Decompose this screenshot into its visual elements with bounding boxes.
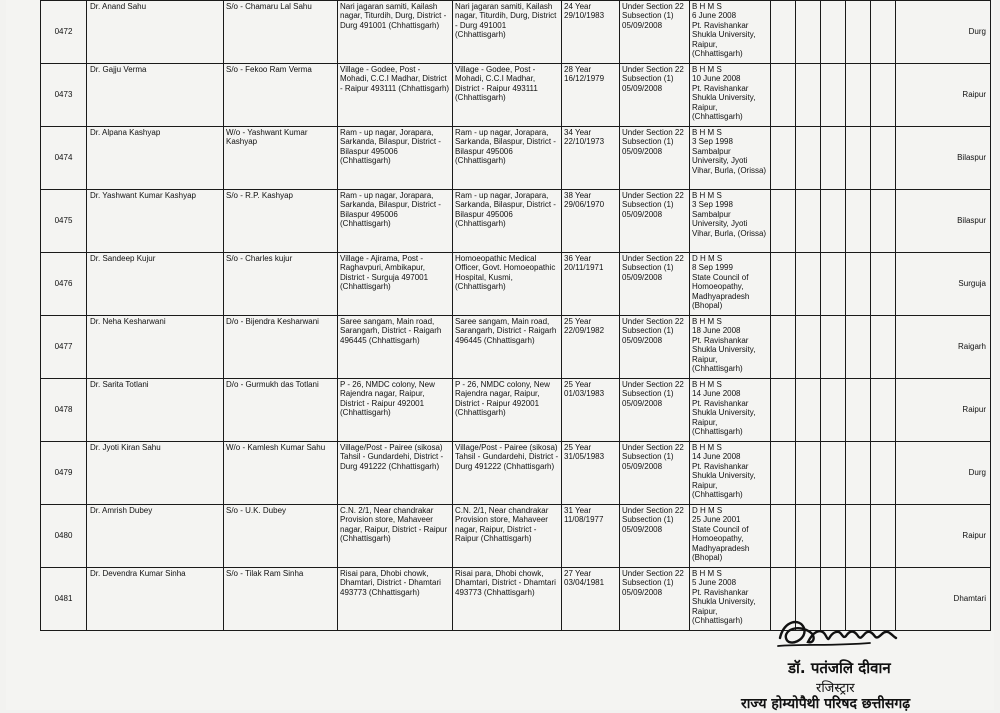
university-text: Sambalpur University, Jyoti Vihar, Burla, (Orissa) [692,209,767,238]
blank-cell [796,64,821,127]
district-text: Bilaspur [957,153,986,163]
table-row [41,505,991,568]
blank-cell [821,190,846,253]
section-text: Under Section 22 [622,380,684,389]
age-text: 24 Year [564,2,592,11]
section-text: Under Section 22 [622,128,684,137]
name-text: Dr. Sarita Totlani [90,380,149,389]
name-text: Dr. Gajju Verma [90,65,147,74]
section-text: Under Section 22 [622,443,684,452]
degree-text: B H M S [692,380,722,389]
name-cell [87,253,224,316]
section-text: Under Section 22 [622,506,684,515]
blank-cell [871,190,896,253]
university-text: Pt. Ravishankar Shukla University, Raipur, (Chhattisgarh) [692,20,756,59]
section-text: Under Section 22 [622,2,684,11]
registration-table [40,0,991,631]
name-cell [87,379,224,442]
subsection-text: Subsection (1) [622,515,674,525]
signature-image [774,612,924,656]
degree-date-text: 14 June 2008 [692,389,741,399]
table-row [41,190,991,253]
relation-cell [224,442,338,505]
address-text: Ram - up nagar, Jorapara, Sarkanda, Bilaspur, District - Bilaspur 495006 (Chhattisgarh) [340,128,441,166]
reg-number-cell [41,64,87,127]
reg-number-cell [41,568,87,631]
section-text: Under Section 22 [622,254,684,263]
reg-number-cell [41,127,87,190]
degree-text: B H M S [692,65,722,74]
table-row [41,64,991,127]
document-page [6,0,994,710]
work-address-text: C.N. 2/1, Near chandrakar Provision store, Mahaveer nagar, Raipur, District - Raipur (Chhattisgarh) [455,506,549,544]
qualification-cell [690,127,771,190]
address-text: P - 26, NMDC colony, New Rajendra nagar, Raipur, District - Raipur 492001 (Chhattisgarh) [340,380,435,418]
age-text: 25 Year [564,380,592,389]
name-text: Dr. Amrish Dubey [90,506,153,515]
section-cell [620,127,690,190]
reg-number-cell [41,1,87,64]
blank-cell [821,64,846,127]
reg-date-text: 05/09/2008 [622,20,663,30]
blank-cell [796,442,821,505]
relation-text: S/o - Fekoo Ram Verma [226,65,312,74]
blank-cell [871,505,896,568]
work-address-cell [453,127,562,190]
degree-date-text: 25 June 2001 [692,515,741,525]
section-cell [620,568,690,631]
district-cell [896,190,991,253]
dob-text: 16/12/1979 [564,74,605,84]
blank-cell [796,505,821,568]
subsection-text: Subsection (1) [622,11,674,21]
address-text: Village/Post - Pairee (sikosa) Tahsil - Gundardehi, District - Durg 491222 (Chhattisgarh) [340,443,444,471]
district-text: Durg [968,27,986,37]
address-text: Village - Godee, Post - Mohadi, C.C.I Madhar, District - Raipur 493111 (Chhattisgarh) [340,65,450,93]
dob-text: 22/10/1973 [564,137,605,147]
dob-text: 03/04/1981 [564,578,605,588]
section-text: Under Section 22 [622,569,684,578]
relation-cell [224,379,338,442]
work-address-text: Homoeopathic Medical Officer, Govt. Homoeopathic Hospital, Kusmi, (Chhattisgarh) [455,254,556,292]
address-text: Risai para, Dhobi chowk, Dhamtari, District - Dhamtari 493773 (Chhattisgarh) [340,569,441,597]
work-address-text: Ram - up nagar, Jorapara, Sarkanda, Bilaspur, District - Bilaspur 495006 (Chhattisgarh) [455,191,556,229]
work-address-text: Nari jagaran samiti, Kailash nagar, Titurdih, Durg, District - Durg 491001 (Chhattisgarh) [455,2,557,40]
no-text: 0474 [54,153,73,163]
work-address-text: Ram - up nagar, Jorapara, Sarkanda, Bilaspur, District - Bilaspur 495006 (Chhattisgarh) [455,128,556,166]
age-dob-cell [562,379,620,442]
reg-number-cell [41,442,87,505]
university-text: Pt. Ravishankar Shukla University, Raipur, (Chhattisgarh) [692,461,756,500]
degree-text: B H M S [692,191,722,200]
relation-cell [224,190,338,253]
dob-text: 22/09/1982 [564,326,605,336]
no-text: 0472 [54,27,73,37]
qualification-cell [690,379,771,442]
work-address-cell [453,1,562,64]
blank-cell [846,127,871,190]
degree-date-text: 6 June 2008 [692,11,737,21]
blank-cell [796,127,821,190]
relation-text: D/o - Bijendra Kesharwani [226,317,319,326]
degree-text: B H M S [692,317,722,326]
name-text: Dr. Alpana Kashyap [90,128,161,137]
relation-cell [224,253,338,316]
name-cell [87,442,224,505]
work-address-text: Village - Godee, Post - Mohadi, C.C.I Madhar, District - Raipur 493111 (Chhattisgarh) [455,65,538,103]
blank-cell [821,505,846,568]
age-dob-cell [562,64,620,127]
age-text: 36 Year [564,254,592,263]
work-address-cell [453,505,562,568]
blank-cell [796,316,821,379]
work-address-cell [453,64,562,127]
work-address-cell [453,316,562,379]
section-cell [620,316,690,379]
address-cell [338,568,453,631]
no-text: 0480 [54,531,73,541]
blank-cell [871,127,896,190]
no-text: 0475 [54,216,73,226]
degree-date-text: 10 June 2008 [692,74,741,84]
university-text: Pt. Ravishankar Shukla University, Raipur, (Chhattisgarh) [692,587,756,626]
age-text: 38 Year [564,191,592,200]
degree-text: B H M S [692,2,722,11]
section-cell [620,64,690,127]
university-text: Pt. Ravishankar Shukla University, Raipur, (Chhattisgarh) [692,335,756,374]
blank-cell [871,379,896,442]
blank-cell [871,64,896,127]
work-address-cell [453,253,562,316]
relation-cell [224,127,338,190]
district-cell [896,505,991,568]
district-text: Dhamtari [953,594,986,604]
age-text: 31 Year [564,506,592,515]
address-cell [338,379,453,442]
age-dob-cell [562,127,620,190]
blank-cell [771,379,796,442]
university-text: State Council of Homoeopathy, Madhyapradesh (Bhopal) [692,272,750,311]
subsection-text: Subsection (1) [622,74,674,84]
address-text: Nari jagaran samiti, Kailash nagar, Titurdih, Durg, District - Durg 491001 (Chhattisgarh) [340,2,447,30]
age-text: 25 Year [564,317,592,326]
blank-cell [846,190,871,253]
no-text: 0479 [54,468,73,478]
address-cell [338,1,453,64]
work-address-cell [453,190,562,253]
address-cell [338,190,453,253]
district-cell [896,379,991,442]
age-text: 28 Year [564,65,592,74]
blank-cell [821,1,846,64]
name-text: Dr. Sandeep Kujur [90,254,156,263]
district-cell [896,1,991,64]
work-address-cell [453,568,562,631]
university-text: Sambalpur University, Jyoti Vihar, Burla, (Orissa) [692,146,767,175]
district-cell [896,127,991,190]
section-cell [620,505,690,568]
section-cell [620,190,690,253]
district-cell [896,253,991,316]
address-text: Ram - up nagar, Jorapara, Sarkanda, Bilaspur, District - Bilaspur 495006 (Chhattisgarh) [340,191,441,229]
table-row [41,127,991,190]
blank-cell [771,190,796,253]
dob-text: 29/10/1983 [564,11,605,21]
district-text: Surguja [958,279,986,289]
blank-cell [796,379,821,442]
blank-cell [846,316,871,379]
dob-text: 01/03/1983 [564,389,605,399]
blank-cell [871,253,896,316]
degree-text: D H M S [692,506,723,515]
work-address-text: Risai para, Dhobi chowk, Dhamtari, District - Dhamtari 493773 (Chhattisgarh) [455,569,556,597]
no-text: 0476 [54,279,73,289]
relation-text: S/o - Charles kujur [226,254,293,263]
district-cell [896,442,991,505]
blank-cell [821,442,846,505]
work-address-text: Saree sangam, Main road, Sarangarh, District - Raigarh 496445 (Chhattisgarh) [455,317,557,345]
name-cell [87,1,224,64]
qualification-cell [690,64,771,127]
blank-cell [821,253,846,316]
no-text: 0477 [54,342,73,352]
blank-cell [796,190,821,253]
age-dob-cell [562,1,620,64]
blank-cell [846,505,871,568]
university-text: Pt. Ravishankar Shukla University, Raipur, (Chhattisgarh) [692,83,756,122]
no-text: 0478 [54,405,73,415]
subsection-text: Subsection (1) [622,578,674,588]
reg-number-cell [41,316,87,379]
no-text: 0481 [54,594,73,604]
blank-cell [871,316,896,379]
blank-cell [771,64,796,127]
section-text: Under Section 22 [622,191,684,200]
age-text: 25 Year [564,443,592,452]
section-text: Under Section 22 [622,65,684,74]
table-row [41,1,991,64]
age-dob-cell [562,442,620,505]
age-dob-cell [562,505,620,568]
relation-cell [224,505,338,568]
work-address-text: P - 26, NMDC colony, New Rajendra nagar, Raipur, District - Raipur 492001 (Chhattisgarh) [455,380,550,418]
degree-date-text: 5 June 2008 [692,578,737,588]
table-body [41,1,991,631]
name-text: Dr. Devendra Kumar Sinha [90,569,186,578]
age-dob-cell [562,190,620,253]
age-text: 27 Year [564,569,592,578]
subsection-text: Subsection (1) [622,326,674,336]
reg-date-text: 05/09/2008 [622,146,663,156]
relation-text: S/o - Chamaru Lal Sahu [226,2,312,11]
signatory-name: डॉ. पतंजलि दीवान [788,659,891,677]
blank-cell [846,64,871,127]
district-text: Raigarh [957,342,986,352]
section-cell [620,379,690,442]
blank-cell [796,253,821,316]
degree-date-text: 3 Sep 1998 [692,200,733,210]
dob-text: 29/06/1970 [564,200,605,210]
relation-text: S/o - Tilak Ram Sinha [226,569,304,578]
age-dob-cell [562,568,620,631]
section-cell [620,253,690,316]
degree-text: B H M S [692,569,722,578]
table-row [41,442,991,505]
name-cell [87,64,224,127]
degree-date-text: 3 Sep 1998 [692,137,733,147]
subsection-text: Subsection (1) [622,452,674,462]
table-row [41,316,991,379]
qualification-cell [690,316,771,379]
blank-cell [821,379,846,442]
table-row [41,379,991,442]
no-text: 0473 [54,90,73,100]
blank-cell [771,127,796,190]
reg-number-cell [41,253,87,316]
work-address-cell [453,442,562,505]
qualification-cell [690,442,771,505]
qualification-cell [690,1,771,64]
blank-cell [771,253,796,316]
name-cell [87,316,224,379]
blank-cell [846,1,871,64]
degree-text: D H M S [692,254,723,263]
name-text: Dr. Anand Sahu [90,2,147,11]
relation-cell [224,1,338,64]
dob-text: 31/05/1983 [564,452,605,462]
age-dob-cell [562,316,620,379]
relation-text: W/o - Kamlesh Kumar Sahu [226,443,326,452]
blank-cell [821,127,846,190]
address-text: Village - Ajirama, Post - Raghavpuri, Ambikapur, District - Surguja 497001 (Chhattisgarh) [340,254,429,292]
address-cell [338,253,453,316]
subsection-text: Subsection (1) [622,263,674,273]
qualification-cell [690,253,771,316]
signatory-title: रजिस्ट्रार [816,681,855,696]
blank-cell [771,1,796,64]
relation-text: S/o - U.K. Dubey [226,506,287,515]
section-text: Under Section 22 [622,317,684,326]
blank-cell [871,1,896,64]
work-address-cell [453,379,562,442]
name-cell [87,190,224,253]
section-cell [620,442,690,505]
blank-cell [796,1,821,64]
address-cell [338,127,453,190]
name-text: Dr. Jyoti Kiran Sahu [90,443,161,452]
blank-cell [846,379,871,442]
name-cell [87,568,224,631]
name-cell [87,127,224,190]
section-cell [620,1,690,64]
relation-text: S/o - R.P. Kashyap [226,191,293,200]
reg-date-text: 05/09/2008 [622,587,663,597]
degree-text: B H M S [692,443,722,452]
work-address-text: Village/Post - Pairee (sikosa) Tahsil - Gundardehi, District - Durg 491222 (Chhattisgarh) [455,443,559,471]
qualification-cell [690,505,771,568]
relation-text: D/o - Gurmukh das Totlani [226,380,319,389]
council-name: राज्य होम्योपैथी परिषद छत्तीसगढ़ [741,696,911,712]
reg-date-text: 05/09/2008 [622,398,663,408]
name-text: Dr. Yashwant Kumar Kashyap [90,191,196,200]
reg-date-text: 05/09/2008 [622,335,663,345]
blank-cell [821,316,846,379]
blank-cell [771,505,796,568]
degree-text: B H M S [692,128,722,137]
district-text: Bilaspur [957,216,986,226]
age-text: 34 Year [564,128,592,137]
subsection-text: Subsection (1) [622,389,674,399]
blank-cell [871,442,896,505]
reg-date-text: 05/09/2008 [622,272,663,282]
reg-number-cell [41,190,87,253]
district-text: Raipur [962,531,986,541]
reg-date-text: 05/09/2008 [622,524,663,534]
age-dob-cell [562,253,620,316]
relation-cell [224,568,338,631]
blank-cell [846,442,871,505]
dob-text: 11/08/1977 [564,515,604,525]
table-row [41,253,991,316]
reg-number-cell [41,379,87,442]
degree-date-text: 14 June 2008 [692,452,741,462]
district-cell [896,64,991,127]
reg-number-cell [41,505,87,568]
blank-cell [771,316,796,379]
subsection-text: Subsection (1) [622,137,674,147]
address-text: C.N. 2/1, Near chandrakar Provision store, Mahaveer nagar, Raipur, District - Raipur (Chhattisgarh) [340,506,448,544]
subsection-text: Subsection (1) [622,200,674,210]
district-text: Raipur [962,405,986,415]
district-text: Durg [968,468,986,478]
address-text: Saree sangam, Main road, Sarangarh, District - Raigarh 496445 (Chhattisgarh) [340,317,442,345]
relation-text: W/o - Yashwant Kumar Kashyap [226,128,308,147]
degree-date-text: 8 Sep 1999 [692,263,733,273]
qualification-cell [690,568,771,631]
name-cell [87,505,224,568]
address-cell [338,505,453,568]
district-cell [896,316,991,379]
university-text: Pt. Ravishankar Shukla University, Raipur, (Chhattisgarh) [692,398,756,437]
relation-cell [224,316,338,379]
district-text: Raipur [962,90,986,100]
degree-date-text: 18 June 2008 [692,326,741,336]
address-cell [338,316,453,379]
reg-date-text: 05/09/2008 [622,209,663,219]
address-cell [338,442,453,505]
name-text: Dr. Neha Kesharwani [90,317,166,326]
blank-cell [771,442,796,505]
relation-cell [224,64,338,127]
qualification-cell [690,190,771,253]
reg-date-text: 05/09/2008 [622,461,663,471]
reg-date-text: 05/09/2008 [622,83,663,93]
address-cell [338,64,453,127]
dob-text: 20/11/1971 [564,263,604,273]
blank-cell [846,253,871,316]
university-text: State Council of Homoeopathy, Madhyapradesh (Bhopal) [692,524,750,563]
